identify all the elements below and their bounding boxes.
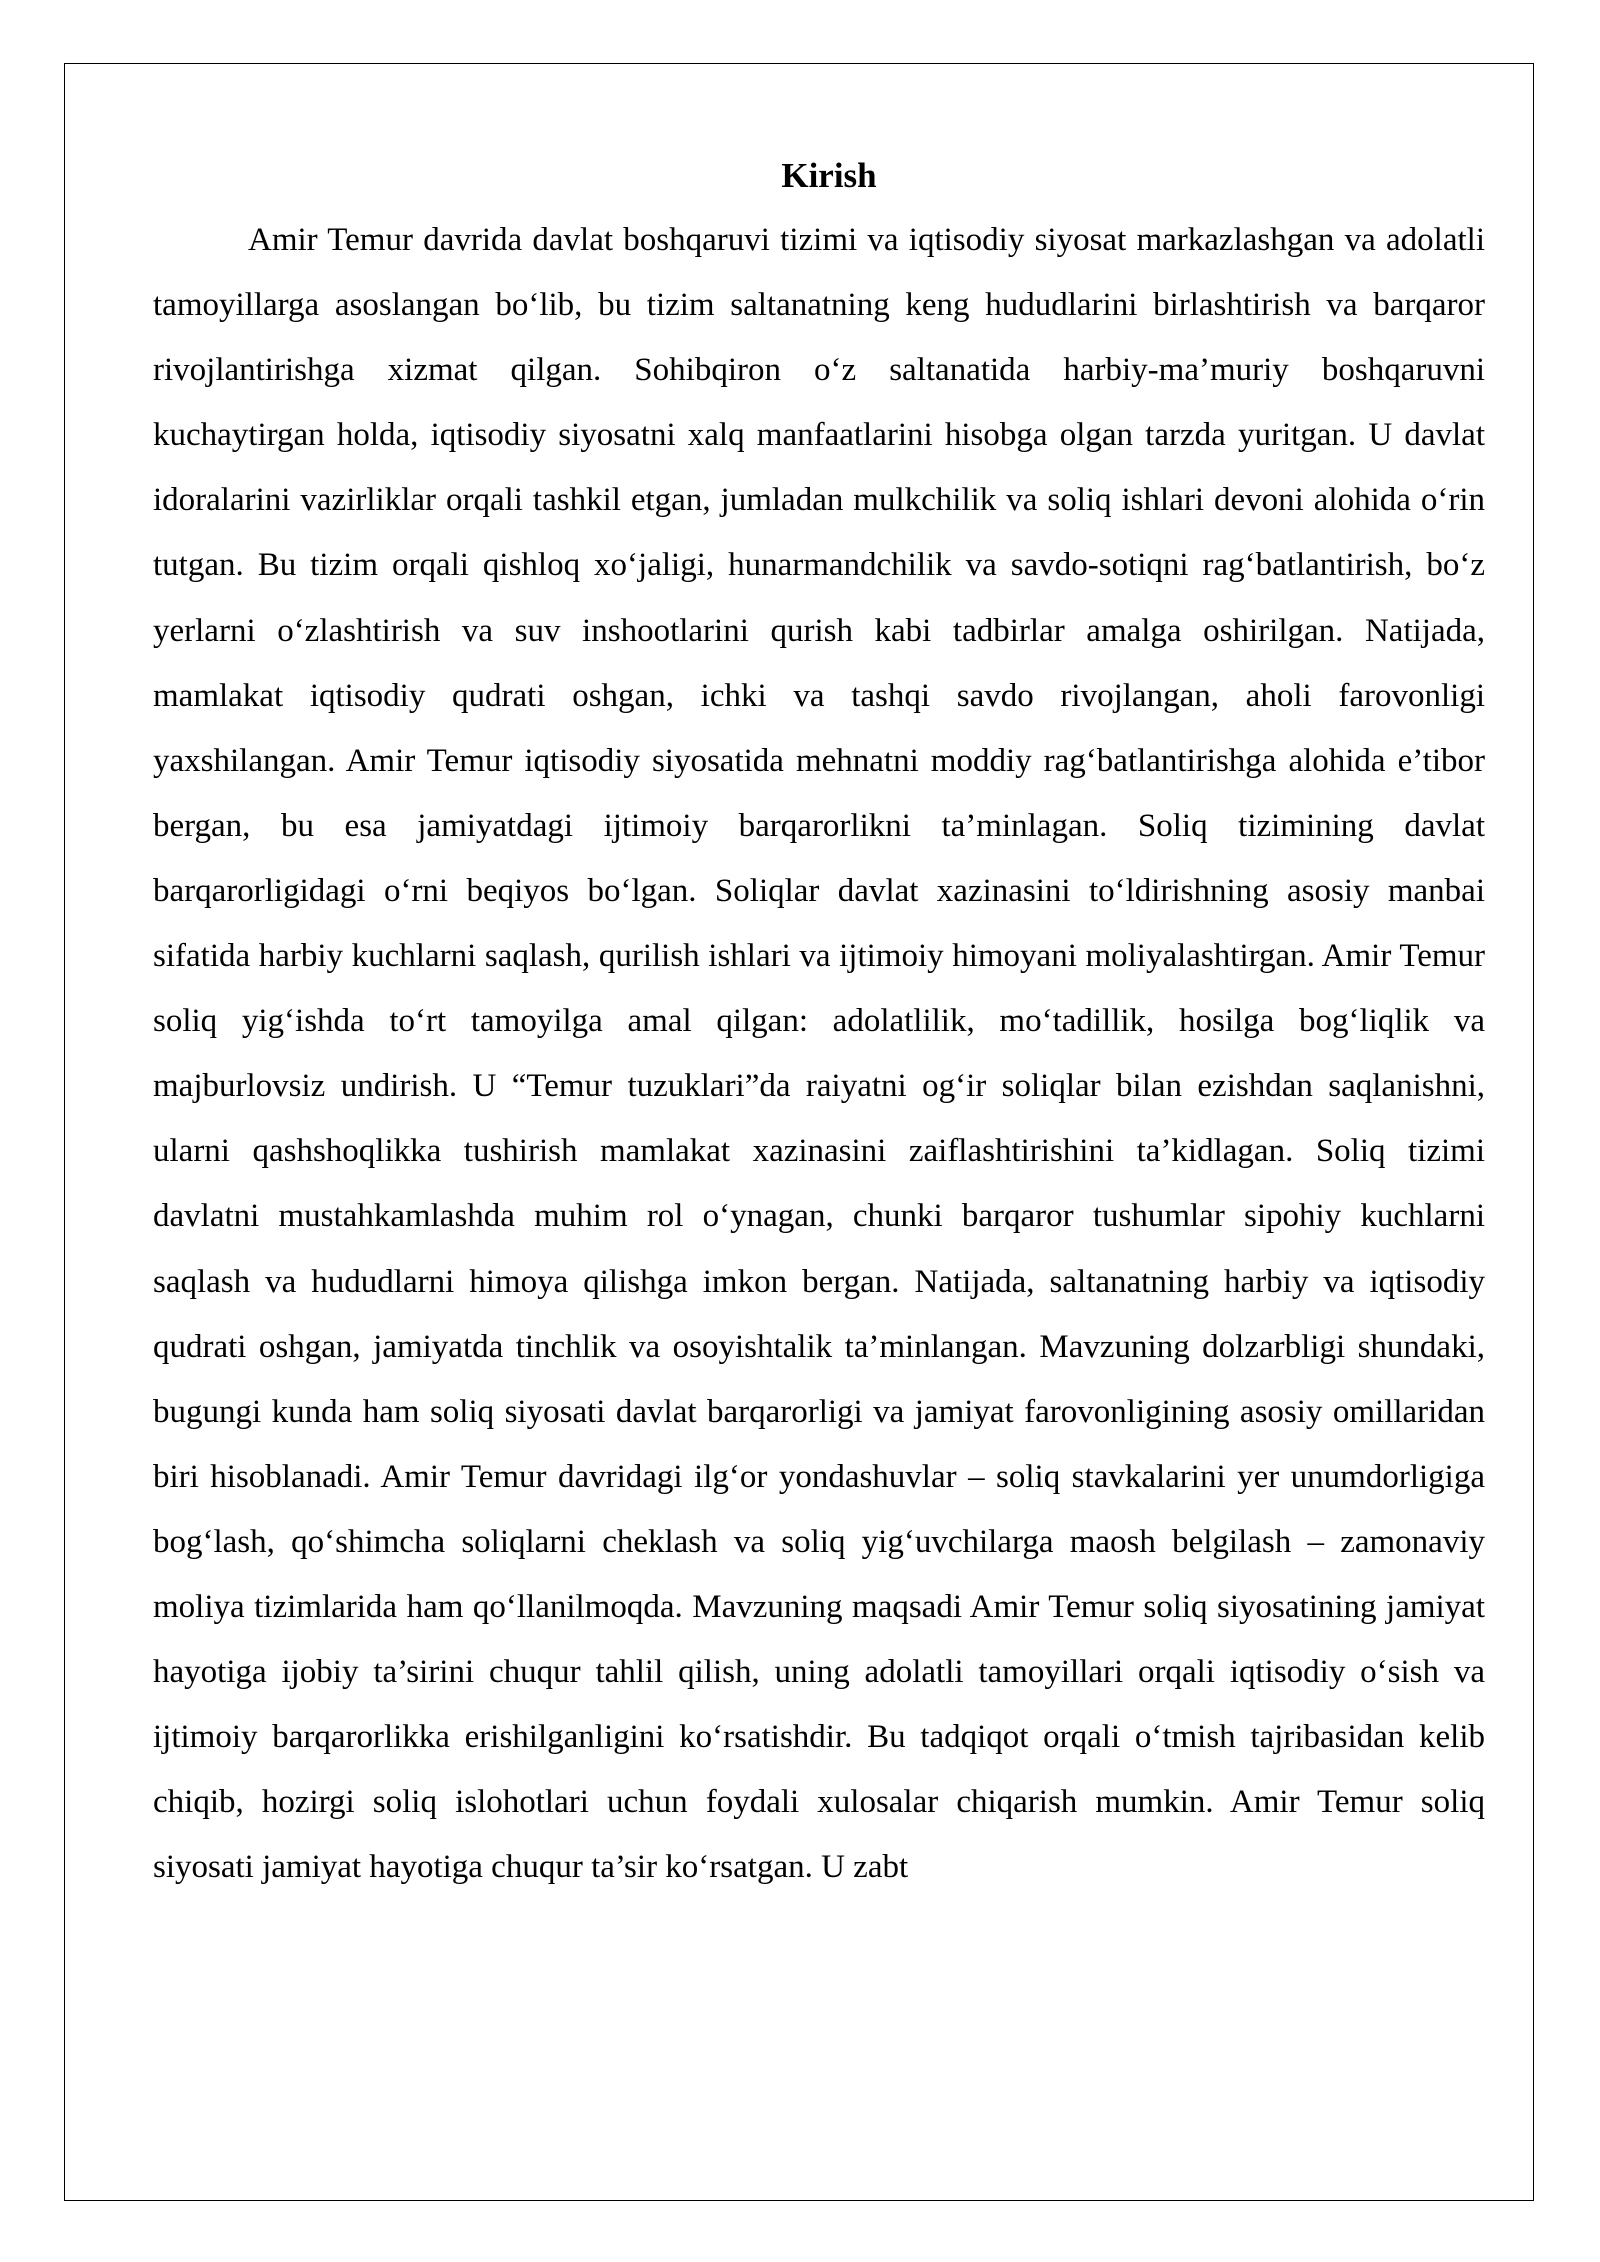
page-content <box>153 143 1485 1900</box>
section-heading: Kirish <box>781 156 877 195</box>
body-paragraph: Amir Temur davrida davlat boshqaruvi tizimi va iqtisodiy siyosat markazlashgan va adolatli tamoyillarga asoslangan bo‘lib, bu tizim saltanatning keng hududlarini birlashtirish va barqaror rivojlantirishga xizmat qilgan. Sohibqiron o‘z saltanatida harbiy-ma’muriy boshqaruvni kuchaytirgan holda, iqtisodiy siyosatni xalq manfaatlarini hisobga olgan tarzda yuritgan. U davlat idoralarini vazirliklar orqali tashkil etgan, jumladan mulkchilik va soliq ishlari devoni alohida o‘rin tutgan. Bu tizim orqali qishloq xo‘jaligi, hunarmandchilik va savdo-sotiqni rag‘batlantirish, bo‘z yerlarni o‘zlashtirish va suv inshootlarini qurish kabi tadbirlar amalga oshirilgan. Natijada, mamlakat iqtisodiy qudrati oshgan, ichki va tashqi savdo rivojlangan, aholi farovonligi yaxshilangan. Amir Temur iqtisodiy siyosatida mehnatni moddiy rag‘batlantirishga alohida e’tibor bergan, bu esa jamiyatdagi ijtimoiy barqarorlikni ta’minlagan. Soliq tizimining davlat barqarorligidagi o‘rni beqiyos bo‘lgan. Soliqlar davlat xazinasini to‘ldirishning asosiy manbai sifatida harbiy kuchlarni saqlash, qurilish ishlari va ijtimoiy himoyani moliyalashtirgan. Amir Temur soliq yig‘ishda to‘rt tamoyilga amal qilgan: adolatlilik, mo‘tadillik, hosilga bog‘liqlik va majburlovsiz undirish. U “Temur tuzuklari”da raiyatni og‘ir soliqlar bilan ezishdan saqlanishni, ularni qashshoqlikka tushirish mamlakat xazinasini zaiflashtirishini ta’kidlagan. Soliq tizimi davlatni mustahkamlashda muhim rol o‘ynagan, chunki barqaror tushumlar sipohiy kuchlarni saqlash va hududlarni himoya qilishga imkon bergan. Natijada, saltanatning harbiy va iqtisodiy qudrati oshgan, jamiyatda tinchlik va osoyishtalik ta’minlangan. Mavzuning dolzarbligi shundaki, bugungi kunda ham soliq siyosati davlat barqarorligi va jamiyat farovonligining asosiy omillaridan biri hisoblanadi. Amir Temur davridagi ilg‘or yondashuvlar – soliq stavkalarini yer unumdorligiga bog‘lash, qo‘shimcha soliqlarni cheklash va soliq yig‘uvchilarga maosh belgilash – zamonaviy moliya tizimlarida ham qo‘llanilmoqda. Mavzuning maqsadi Amir Temur soliq siyosatining jamiyat hayotiga ijobiy ta’sirini chuqur tahlil qilish, uning adolatli tamoyillari orqali iqtisodiy o‘sish va ijtimoiy barqarorlikka erishilganligini ko‘rsatishdir. Bu tadqiqot orqali o‘tmish tajribasidan kelib chiqib, hozirgi soliq islohotlari uchun foydali xulosalar chiqarish mumkin. Amir Temur soliq siyosati jamiyat hayotiga chuqur ta’sir ko‘rsatgan. U zabt <box>153 222 1485 1886</box>
